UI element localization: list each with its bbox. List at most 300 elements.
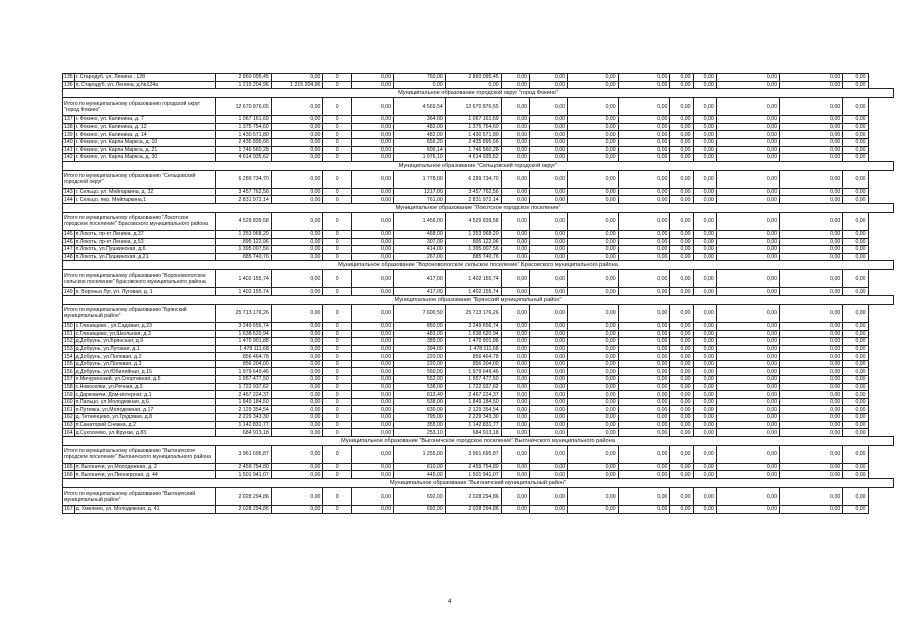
table-cell: 0,00 <box>670 74 693 82</box>
table-cell: 1 957 477,50 <box>215 376 271 384</box>
table-cell: 0,00 <box>568 146 619 154</box>
table-cell: 0,00 <box>501 383 529 391</box>
table-cell: 1 215 204,96 <box>271 81 323 89</box>
table-cell: 0,00 <box>501 345 529 353</box>
table-cell: 1 957 477,50 <box>445 376 501 384</box>
table-cell: 0 <box>323 330 351 338</box>
table-cell: 760,00 <box>394 74 446 82</box>
table-cell: 6 289 734,70 <box>215 170 271 188</box>
table-cell: 0,00 <box>530 398 568 406</box>
table-cell: 0,00 <box>716 463 779 471</box>
table-cell: 0,00 <box>445 81 501 89</box>
row-number: 156 <box>64 368 73 375</box>
table-cell: 0,00 <box>568 238 619 246</box>
table-cell: 0,00 <box>530 360 568 368</box>
row-number: 142 <box>64 154 73 161</box>
table-cell: 0,00 <box>670 429 693 437</box>
table-cell: 0,00 <box>670 146 693 154</box>
section-header-row <box>63 261 894 270</box>
table-cell: 0,00 <box>568 246 619 254</box>
table-cell: 0,00 <box>501 212 529 230</box>
table-cell: 0,00 <box>780 246 843 254</box>
table-cell: 0,00 <box>693 212 716 230</box>
table-cell: 4 614 935,62 <box>445 154 501 162</box>
table-cell: 0,00 <box>670 345 693 353</box>
address-cell: г. Сельцо, пер. Мейпаркина,1 <box>74 196 215 204</box>
table-cell: 0,00 <box>530 330 568 338</box>
table-cell: 0,00 <box>618 188 670 196</box>
table-cell: 0,00 <box>693 288 716 296</box>
table-cell: 0,00 <box>271 463 323 471</box>
table-cell: 0,00 <box>618 353 670 361</box>
table-cell: 0,00 <box>780 146 843 154</box>
table-cell: 0,00 <box>271 288 323 296</box>
table-cell: 0 <box>323 429 351 437</box>
table-cell: 0,00 <box>530 353 568 361</box>
table-cell: 3 249 656,74 <box>215 322 271 330</box>
table-cell: 0,00 <box>530 74 568 82</box>
table-cell: 0 <box>323 398 351 406</box>
table-cell: 0 <box>323 123 351 131</box>
table-cell: 2 831 972,14 <box>215 196 271 204</box>
subtotal-row <box>63 304 894 322</box>
table-cell: 0,00 <box>568 288 619 296</box>
table-cell: 1 402 155,74 <box>445 270 501 288</box>
table-cell: 0,00 <box>271 398 323 406</box>
table-cell: 0,00 <box>568 414 619 422</box>
row-number: 143 <box>64 189 73 196</box>
table-cell: 813,40 <box>394 391 446 399</box>
table-cell: 0,00 <box>568 131 619 139</box>
table-cell: 0 <box>323 376 351 384</box>
table-cell: 0,00 <box>693 445 716 463</box>
section-title: Муниципальное образование "Выгоничское городское поселение" Выгоничского муниципального района <box>63 436 894 445</box>
table-cell: 0,00 <box>568 406 619 414</box>
table-cell: 0,00 <box>780 506 843 514</box>
table-cell: 552,00 <box>394 376 446 384</box>
register-sheet <box>62 73 894 514</box>
table-cell: 0,00 <box>351 288 393 296</box>
table-cell: 0,00 <box>351 391 393 399</box>
table-cell: 1 375 754,60 <box>445 123 501 131</box>
table-cell: 0,00 <box>780 98 843 116</box>
table-cell: 1 979 649,46 <box>215 368 271 376</box>
table-cell: 0,00 <box>618 376 670 384</box>
table-cell: 0,00 <box>716 506 779 514</box>
table-cell: 0,00 <box>351 463 393 471</box>
table-cell: 0,00 <box>351 238 393 246</box>
table-row <box>63 383 894 391</box>
table-cell: 0,00 <box>716 123 779 131</box>
row-number: 162 <box>64 414 73 421</box>
table-cell: 0 <box>323 506 351 514</box>
table-cell: 0,00 <box>351 421 393 429</box>
table-row <box>63 368 894 376</box>
table-cell: 0,00 <box>501 98 529 116</box>
table-cell: 0 <box>323 488 351 506</box>
table-cell: 0,00 <box>271 330 323 338</box>
table-cell: 0,00 <box>693 188 716 196</box>
table-cell: 417,00 <box>394 270 446 288</box>
table-cell: 0,00 <box>843 74 868 82</box>
table-cell: 307,00 <box>394 238 446 246</box>
table-cell: 0,00 <box>716 353 779 361</box>
table-cell: 0,00 <box>501 74 529 82</box>
table-cell: 2 028 294,86 <box>445 506 501 514</box>
table-cell: 2 028 294,86 <box>215 506 271 514</box>
table-cell: 0,00 <box>501 196 529 204</box>
table-cell: 0,00 <box>843 391 868 399</box>
section-title: Муниципальное образование "Сельцовский городской округ" <box>63 161 894 170</box>
table-cell: 0,00 <box>351 368 393 376</box>
row-number: 165 <box>64 464 73 471</box>
table-cell: 0,00 <box>843 131 868 139</box>
table-cell: 0,00 <box>693 376 716 384</box>
table-cell: 0,00 <box>530 123 568 131</box>
subtotal-label: Итого по муниципальному образованию "Выгоничское городское поселение" Выгоничского муниципального района <box>63 445 216 463</box>
table-row <box>63 360 894 368</box>
table-cell: 0,00 <box>351 138 393 146</box>
table-row <box>63 131 894 139</box>
row-number: 151 <box>64 330 73 337</box>
table-cell: 253,10 <box>394 429 446 437</box>
table-cell: 0,00 <box>693 146 716 154</box>
table-cell: 0,00 <box>670 288 693 296</box>
table-cell: 0 <box>323 421 351 429</box>
table-cell: 0,00 <box>843 146 868 154</box>
table-cell: 0,00 <box>271 406 323 414</box>
table-cell: 0,00 <box>501 463 529 471</box>
table-cell: 0,00 <box>693 270 716 288</box>
address-cell: п. Воронья Луг, ул. Луговая, д. 1 <box>74 288 215 296</box>
table-row <box>63 463 894 471</box>
table-cell: 2 467 224,37 <box>445 391 501 399</box>
address-cell: г. Фокино, ул. Карла Маркса, д. 21 <box>74 146 215 154</box>
table-cell: 1 478 111,68 <box>445 345 501 353</box>
row-number: 136 <box>64 81 73 88</box>
table-cell: 0,00 <box>618 116 670 124</box>
table-cell: 0,00 <box>716 445 779 463</box>
row-number: 141 <box>64 146 73 153</box>
table-row <box>63 398 894 406</box>
table-row <box>63 506 894 514</box>
table-cell: 0,00 <box>618 212 670 230</box>
table-cell: 0 <box>323 138 351 146</box>
table-cell: 2 435 895,66 <box>445 138 501 146</box>
table-cell: 0,00 <box>780 196 843 204</box>
table-cell: 364,00 <box>394 116 446 124</box>
table-cell: 0,00 <box>568 445 619 463</box>
table-cell: 0,00 <box>568 488 619 506</box>
section-header-row <box>63 203 894 212</box>
table-cell: 0,00 <box>693 368 716 376</box>
table-cell: 0,00 <box>271 488 323 506</box>
table-cell: 0,00 <box>693 330 716 338</box>
address-cell: п.Локоть, пр-кт Ленина, д.53 <box>74 238 215 246</box>
table-cell: 0,00 <box>351 322 393 330</box>
table-cell: 0,00 <box>568 154 619 162</box>
address-cell: д.Добрунь, ул.Полевая, д.2 <box>74 353 215 361</box>
address-cell: п.Пальцо, ул.Молодежная, д.6 <box>74 398 215 406</box>
table-cell: 0,00 <box>530 238 568 246</box>
table-row <box>63 238 894 246</box>
table-cell: 0 <box>323 170 351 188</box>
table-cell: 0,00 <box>693 360 716 368</box>
table-cell: 0,00 <box>843 98 868 116</box>
table-cell: 0,00 <box>618 270 670 288</box>
table-cell: 0,00 <box>670 414 693 422</box>
table-cell: 538,00 <box>394 383 446 391</box>
table-cell: 0,00 <box>843 398 868 406</box>
table-cell: 0,00 <box>530 212 568 230</box>
table-cell: 0,00 <box>716 338 779 346</box>
table-cell: 0,00 <box>618 146 670 154</box>
table-cell: 0,00 <box>670 196 693 204</box>
table-cell: 0,00 <box>618 253 670 261</box>
table-cell: 0,00 <box>351 398 393 406</box>
table-cell: 885 740,76 <box>445 253 501 261</box>
table-cell: 267,00 <box>394 253 446 261</box>
table-cell: 0,00 <box>618 170 670 188</box>
row-number: 154 <box>64 353 73 360</box>
table-cell: 0,00 <box>568 98 619 116</box>
row-number: 139 <box>64 131 73 138</box>
table-cell: 0,00 <box>271 471 323 479</box>
table-cell: 0,00 <box>618 338 670 346</box>
table-cell: 1 746 560,28 <box>215 146 271 154</box>
table-cell: 0,00 <box>530 304 568 322</box>
table-cell: 0,00 <box>501 353 529 361</box>
address-cell: п. Выгоничи, ул.Пионерская, д. 44 <box>74 471 215 479</box>
table-row <box>63 188 894 196</box>
table-cell: 0,00 <box>780 288 843 296</box>
table-cell: 0,00 <box>530 98 568 116</box>
table-cell: 2 129 354,54 <box>215 406 271 414</box>
table-cell: 0,00 <box>351 154 393 162</box>
table-cell: 0,00 <box>780 123 843 131</box>
table-cell: 2 459 754,80 <box>215 463 271 471</box>
table-cell: 0,00 <box>618 81 670 89</box>
table-cell: 0,00 <box>670 471 693 479</box>
table-cell: 0,00 <box>351 406 393 414</box>
table-row <box>63 330 894 338</box>
table-cell: 0,00 <box>618 383 670 391</box>
table-cell: 856 464,78 <box>445 353 501 361</box>
table-cell: 0,00 <box>618 488 670 506</box>
table-cell: 0,00 <box>843 471 868 479</box>
table-cell: 0,00 <box>618 429 670 437</box>
table-row <box>63 421 894 429</box>
table-cell: 0,00 <box>568 421 619 429</box>
table-cell: 2 860 095,45 <box>215 74 271 82</box>
subtotal-label: Итого по муниципальному образованию "Выгоничский муниципальный район" <box>63 488 216 506</box>
table-cell: 0,00 <box>670 238 693 246</box>
table-cell: 0,00 <box>716 288 779 296</box>
table-cell: 0,00 <box>693 154 716 162</box>
table-cell: 0,00 <box>271 414 323 422</box>
table-cell: 0,00 <box>693 429 716 437</box>
table-cell: 1 215 204,96 <box>215 81 271 89</box>
table-cell: 0 <box>323 368 351 376</box>
table-cell: 684 913,18 <box>215 429 271 437</box>
table-cell: 1 722 937,62 <box>215 383 271 391</box>
table-cell: 0,00 <box>271 345 323 353</box>
table-cell: 0,00 <box>568 81 619 89</box>
subtotal-row <box>63 445 894 463</box>
table-cell: 0,00 <box>843 246 868 254</box>
table-cell: 1 395 007,56 <box>445 246 501 254</box>
table-cell: 0,00 <box>716 170 779 188</box>
table-cell: 0 <box>323 116 351 124</box>
table-cell: 0,00 <box>271 270 323 288</box>
address-cell: п. Стародуб, ул. Ленина, д.№124а <box>74 81 215 89</box>
table-cell: 0,00 <box>271 131 323 139</box>
table-cell: 0,00 <box>670 304 693 322</box>
table-cell: 0,00 <box>271 376 323 384</box>
subtotal-row <box>63 488 894 506</box>
section-header-row <box>63 436 894 445</box>
table-cell: 0,00 <box>501 116 529 124</box>
table-row <box>63 146 894 154</box>
table-cell: 482,00 <box>394 123 446 131</box>
table-cell: 0,00 <box>351 360 393 368</box>
row-number: 158 <box>64 383 73 390</box>
address-cell: с.Новоселки, ул.Речная, д.3 <box>74 383 215 391</box>
table-cell: 0,00 <box>843 253 868 261</box>
table-cell: 0 <box>323 246 351 254</box>
table-cell: 1 722 937,62 <box>445 383 501 391</box>
table-cell: 0,00 <box>351 445 393 463</box>
table-row <box>63 414 894 422</box>
table-cell: 0,00 <box>501 330 529 338</box>
table-cell: 0,00 <box>780 304 843 322</box>
table-cell: 1 501 941,07 <box>215 471 271 479</box>
table-cell: 0,00 <box>618 131 670 139</box>
table-cell: 6 289 734,70 <box>445 170 501 188</box>
address-cell: г. Сельцо, ул. Мейпаркина, д. 32 <box>74 188 215 196</box>
table-cell: 0,00 <box>670 421 693 429</box>
table-cell: 0,00 <box>568 353 619 361</box>
table-cell: 0 <box>323 471 351 479</box>
table-cell: 0,00 <box>693 391 716 399</box>
table-cell: 0,00 <box>530 414 568 422</box>
table-cell: 0,00 <box>670 188 693 196</box>
table-cell: 389,00 <box>394 338 446 346</box>
table-cell: 0,00 <box>843 288 868 296</box>
address-cell: г. Фокино, ул. Калинина, д. 7 <box>74 116 215 124</box>
table-cell: 0,00 <box>843 322 868 330</box>
table-cell: 0,00 <box>693 414 716 422</box>
table-row <box>63 196 894 204</box>
table-cell: 0,00 <box>530 188 568 196</box>
table-cell: 0,00 <box>568 398 619 406</box>
table-cell: 0,00 <box>568 376 619 384</box>
table-cell: 0,00 <box>351 146 393 154</box>
table-cell: 1 402 155,74 <box>215 288 271 296</box>
table-cell: 4 614 935,62 <box>215 154 271 162</box>
table-cell: 0,00 <box>670 463 693 471</box>
table-cell: 0,00 <box>716 270 779 288</box>
table-cell: 0,00 <box>501 471 529 479</box>
table-cell: 0,00 <box>568 138 619 146</box>
table-cell: 0,00 <box>693 74 716 82</box>
table-cell: 25 713 176,26 <box>445 304 501 322</box>
table-cell: 0,00 <box>351 131 393 139</box>
table-cell: 0,00 <box>501 270 529 288</box>
table-cell: 0,00 <box>693 116 716 124</box>
table-cell: 0,00 <box>530 391 568 399</box>
table-cell: 0,00 <box>780 353 843 361</box>
table-row <box>63 138 894 146</box>
table-cell: 0,00 <box>670 406 693 414</box>
table-row <box>63 406 894 414</box>
table-cell: 0 <box>323 338 351 346</box>
table-cell: 0,00 <box>394 81 446 89</box>
table-cell: 0,00 <box>271 322 323 330</box>
table-cell: 0,00 <box>670 253 693 261</box>
table-cell: 0,00 <box>568 322 619 330</box>
table-cell: 0,00 <box>568 383 619 391</box>
table-cell: 0,00 <box>530 376 568 384</box>
table-cell: 630,00 <box>394 406 446 414</box>
table-cell: 0,00 <box>716 246 779 254</box>
table-cell: 0,00 <box>271 338 323 346</box>
address-cell: г. Стародуб, ул. Ленина , 128 <box>74 74 215 82</box>
row-number: 148 <box>64 254 73 261</box>
table-cell: 0,00 <box>780 445 843 463</box>
table-cell: 0 <box>323 131 351 139</box>
table-cell: 0,00 <box>351 98 393 116</box>
table-row <box>63 123 894 131</box>
table-cell: 0,00 <box>843 414 868 422</box>
section-header-row <box>63 161 894 170</box>
table-cell: 0,00 <box>670 98 693 116</box>
table-cell: 1 976,10 <box>394 154 446 162</box>
table-cell: 0,00 <box>843 330 868 338</box>
table-cell: 0,00 <box>716 81 779 89</box>
table-cell: 0,00 <box>568 391 619 399</box>
table-cell: 0,00 <box>501 146 529 154</box>
table-cell: 1 638 620,94 <box>445 330 501 338</box>
register-table <box>62 73 894 514</box>
address-cell: д.Добрунь, ул.Юбилейная, д.15 <box>74 368 215 376</box>
table-cell: 0,00 <box>670 246 693 254</box>
table-cell: 1 778,00 <box>394 170 446 188</box>
section-title: Муниципальное образование "Брянский муниципальный район" <box>63 295 894 304</box>
table-cell: 3 457 762,56 <box>215 188 271 196</box>
table-cell: 0,00 <box>670 138 693 146</box>
table-cell: 0 <box>323 188 351 196</box>
table-cell: 856 204,00 <box>445 360 501 368</box>
table-cell: 0,00 <box>568 338 619 346</box>
table-cell: 0,00 <box>693 246 716 254</box>
table-cell: 0,00 <box>568 270 619 288</box>
table-cell: 0,00 <box>843 212 868 230</box>
table-cell: 12 670 876,65 <box>445 98 501 116</box>
table-cell: 0,00 <box>568 116 619 124</box>
table-cell: 692,00 <box>394 506 446 514</box>
table-cell: 0,00 <box>780 322 843 330</box>
table-cell: 0 <box>323 270 351 288</box>
row-number: 149 <box>64 288 73 295</box>
table-cell: 0,00 <box>271 383 323 391</box>
table-cell: 394,00 <box>394 345 446 353</box>
table-cell: 0 <box>323 154 351 162</box>
row-number: 160 <box>64 399 73 406</box>
table-cell: 0,00 <box>670 445 693 463</box>
table-cell: 0,00 <box>670 116 693 124</box>
table-cell: 0,00 <box>618 463 670 471</box>
